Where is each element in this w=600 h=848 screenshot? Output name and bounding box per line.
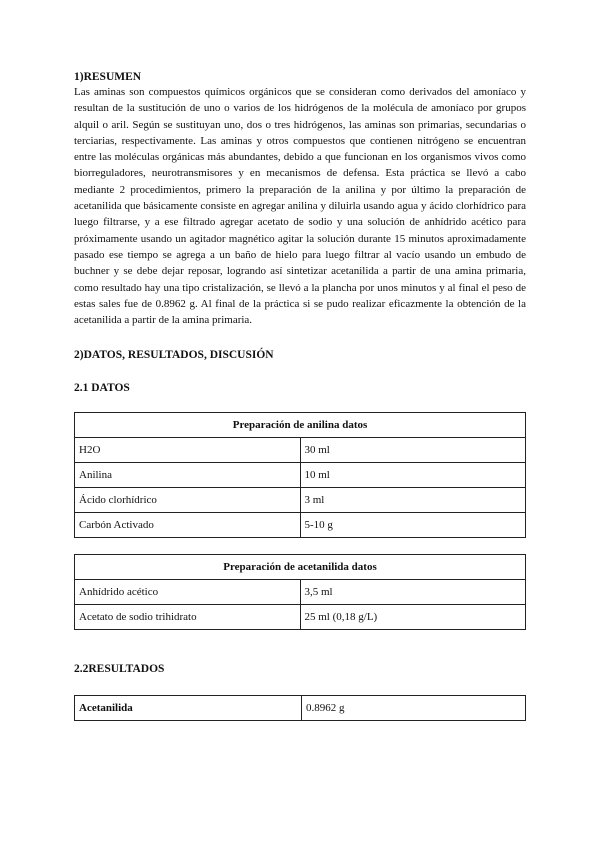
acetanilida-table-title: Preparación de acetanilida datos bbox=[75, 555, 526, 580]
table-cell-value: 10 ml bbox=[300, 463, 526, 488]
table-row bbox=[75, 513, 526, 538]
table-cell-name: Anhídrido acético bbox=[75, 580, 301, 605]
table-row bbox=[75, 696, 526, 721]
table-cell-value: 30 ml bbox=[300, 438, 526, 463]
acetanilida-table bbox=[74, 554, 526, 630]
table-row bbox=[75, 438, 526, 463]
table-cell-name: Acetato de sodio trihidrato bbox=[75, 605, 301, 630]
table-title-row bbox=[75, 555, 526, 580]
resultados-heading: 2.2RESULTADOS bbox=[74, 663, 165, 676]
table-cell-value: 0.8962 g bbox=[302, 696, 526, 721]
table-row bbox=[75, 488, 526, 513]
table-row bbox=[75, 463, 526, 488]
resultados-table bbox=[74, 695, 526, 721]
anilina-table bbox=[74, 412, 526, 538]
table-cell-value: 3,5 ml bbox=[300, 580, 526, 605]
table-row bbox=[75, 605, 526, 630]
section2-heading: 2)DATOS, RESULTADOS, DISCUSIÓN bbox=[74, 349, 274, 362]
table-title-row bbox=[75, 413, 526, 438]
table-cell-name: Anilina bbox=[75, 463, 301, 488]
resumen-heading: 1)RESUMEN bbox=[74, 71, 142, 83]
table-cell-name: Ácido clorhídrico bbox=[75, 488, 301, 513]
table-cell-name: Carbón Activado bbox=[75, 513, 301, 538]
resumen-paragraph: Las aminas son compuestos químicos orgánicos que se consideran como derivados del amoníaco y resultan de la sustitución de uno o varios de los hidrógenos de la molécula de amoníaco por grupos alquil o aril. Según se sustituyan uno, dos o tres hidrógenos, las aminas son primarias, secundarias o terciarias, respectivamente. Las aminas y otros compuestos que contienen nitrógeno se encuentran entre las moléculas orgánicas más abundantes, debido a que funcionan en los organismos vivos como biorreguladores, neurotransmisores y en mecanismos de defensa. Esta práctica se llevó a cabo mediante 2 procedimientos, primero la preparación de la anilina y por último la preparación de acetanilida que básicamente consiste en agregar anilina y diluirla usando agua y ácido clorhídrico para luego filtrarse, y a ese filtrado agregar acetato de sodio y una solución de anhídrido acético para próximamente usando un agitador magnético agitar la solución durante 15 minutos aproximadamente pasado ese tiempo se agrega a un baño de hielo para luego filtrar al vacío usando un embudo de buchner y se debe dejar reposar, logrando así sintetizar acetanilida a partir de una amina primaria, como resultado hay una tipo cristalización, se llevó a la plancha por unos minutos y al final el peso de estas sales fue de 0.8962 g. Al final de la práctica si se pudo realizar eficazmente la obtención de la acetanilida a partir de la amina primaria. bbox=[74, 86, 526, 327]
document-content bbox=[74, 70, 526, 721]
table-cell-value: 3 ml bbox=[300, 488, 526, 513]
table-cell-name: Acetanilida bbox=[75, 696, 302, 721]
table-cell-name: H2O bbox=[75, 438, 301, 463]
table-row bbox=[75, 580, 526, 605]
table-cell-value: 25 ml (0,18 g/L) bbox=[300, 605, 526, 630]
datos-heading: 2.1 DATOS bbox=[74, 382, 130, 395]
anilina-table-title: Preparación de anilina datos bbox=[75, 413, 526, 438]
table-cell-value: 5-10 g bbox=[300, 513, 526, 538]
